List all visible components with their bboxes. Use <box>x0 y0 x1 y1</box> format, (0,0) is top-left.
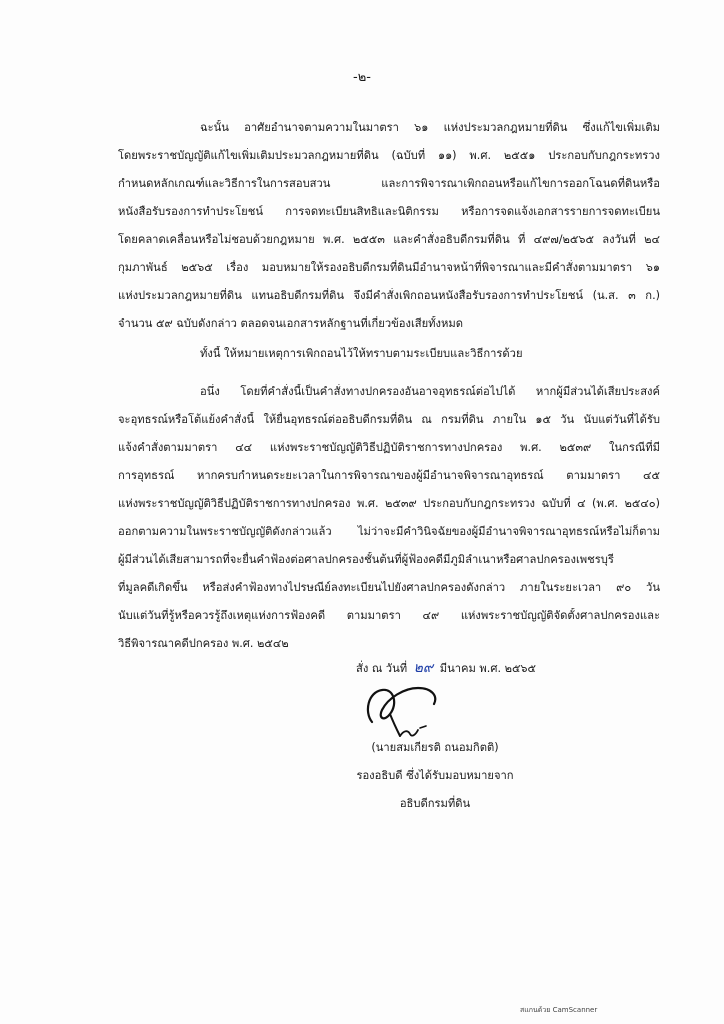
paragraph-2-line: ผู้มีส่วนได้เสียสามารถที่จะยื่นคำฟ้องต่อศาลปกครองชั้นต้นที่ผู้ฟ้องคดีมีภูมิลำเนาหรือศาลปกครองเพชรบุรี <box>118 553 614 566</box>
notice-line: ทั้งนี้ ให้หมายเหตุการเพิกถอนไว้ให้ทราบตามระเบียบและวิธีการด้วย <box>200 347 523 360</box>
paragraph-1-line: กุมภาพันธ์ ๒๕๖๕ เรื่อง มอบหมายให้รองอธิบดีกรมที่ดินมีอำนาจหน้าที่พิจารณาและมีคำสั่งตามมาตรา ๖๑ <box>118 261 660 274</box>
paragraph-1-line: จำนวน ๕๙ ฉบับดังกล่าว ตลอดจนเอกสารหลักฐานที่เกี่ยวข้องเสียทั้งหมด <box>118 317 464 330</box>
paragraph-1-line: โดยพระราชบัญญัติแก้ไขเพิ่มเติมประมวลกฎหมายที่ดิน (ฉบับที่ ๑๑) พ.ศ. ๒๕๕๑ ประกอบกับกฎกระทรวง <box>118 149 660 162</box>
paragraph-1-line: โดยคลาดเคลื่อนหรือไม่ชอบด้วยกฎหมาย พ.ศ. ๒๕๕๓ และคำสั่งอธิบดีกรมที่ดิน ที่ ๔๙๗/๒๕๖๕ ลงวันที่ ๒๔ <box>118 233 660 246</box>
order-date-suffix: มีนาคม พ.ศ. ๒๕๖๕ <box>439 662 536 675</box>
signature-icon <box>360 682 460 740</box>
paragraph-1-line: ฉะนั้น อาศัยอำนาจตามความในมาตรา ๖๑ แห่งประมวลกฎหมายที่ดิน ซึ่งแก้ไขเพิ่มเติม <box>200 121 660 134</box>
order-date-prefix: สั่ง ณ วันที่ <box>356 662 408 675</box>
page-number: -๒- <box>353 70 371 85</box>
paragraph-2-line: อนึ่ง โดยที่คำสั่งนี้เป็นคำสั่งทางปกครองอันอาจอุทธรณ์ต่อไปได้ หากผู้มีส่วนได้เสียประสงค์ <box>200 385 660 398</box>
scanner-watermark: สแกนด้วย CamScanner <box>520 1006 598 1014</box>
paragraph-2-line: ที่มูลคดีเกิดขึ้น หรือส่งคำฟ้องทางไปรษณีย์ลงทะเบียนไปยังศาลปกครองดังกล่าว ภายในระยะเวลา ๙๐ วัน <box>118 581 660 594</box>
paragraph-1-line: กำหนดหลักเกณฑ์และวิธีการในการสอบสวน และการพิจารณาเพิกถอนหรือแก้ไขการออกโฉนดที่ดินหรือ <box>118 177 660 190</box>
signer-name: (นายสมเกียรติ ถนอมกิตติ) <box>371 741 499 754</box>
order-date <box>356 660 536 677</box>
order-day-handwritten: ๒๙ <box>413 660 434 676</box>
signer-department: อธิบดีกรมที่ดิน <box>399 797 471 810</box>
paragraph-2-line: นับแต่วันที่รู้หรือควรรู้ถึงเหตุแห่งการฟ้องคดี ตามมาตรา ๔๙ แห่งพระราชบัญญัติจัดตั้งศาลปกครองและ <box>118 609 660 622</box>
paragraph-2-line: แห่งพระราชบัญญัติวิธีปฏิบัติราชการทางปกครอง พ.ศ. ๒๕๓๙ ประกอบกับกฎกระทรวง ฉบับที่ ๔ (พ.ศ. ๒๕๔๐) <box>118 497 660 510</box>
paragraph-2-line: วิธีพิจารณาคดีปกครอง พ.ศ. ๒๕๔๒ <box>118 637 289 650</box>
paragraph-1-line: แห่งประมวลกฎหมายที่ดิน แทนอธิบดีกรมที่ดิน จึงมีคำสั่งเพิกถอนหนังสือรับรองการทำประโยชน์ (น.ส. ๓ ก.) <box>118 289 660 302</box>
paragraph-2-line: ออกตามความในพระราชบัญญัติดังกล่าวแล้ว ไม่ว่าจะมีคำวินิจฉัยของผู้มีอำนาจพิจารณาอุทธรณ์หรือไม่ก็ตาม <box>118 525 660 538</box>
paragraph-2-line: จะอุทธรณ์หรือโต้แย้งคำสั่งนี้ ให้ยื่นอุทธรณ์ต่ออธิบดีกรมที่ดิน ณ กรมที่ดิน ภายใน ๑๕ วัน นับแต่วันที่ได้รับ <box>118 413 660 426</box>
paragraph-1-line: หนังสือรับรองการทำประโยชน์ การจดทะเบียนสิทธิและนิติกรรม หรือการจดแจ้งเอกสารรายการจดทะเบียน <box>118 205 660 218</box>
paragraph-2-line: แจ้งคำสั่งตามมาตรา ๔๔ แห่งพระราชบัญญัติวิธีปฏิบัติราชการทางปกครอง พ.ศ. ๒๕๓๙ ในกรณีที่มี <box>118 441 660 454</box>
paragraph-2-line: การอุทธรณ์ หากครบกำหนดระยะเวลาในการพิจารณาของผู้มีอำนาจพิจารณาอุทธรณ์ ตามมาตรา ๔๕ <box>118 469 660 482</box>
signer-position: รองอธิบดี ซึ่งได้รับมอบหมายจาก <box>356 769 514 782</box>
